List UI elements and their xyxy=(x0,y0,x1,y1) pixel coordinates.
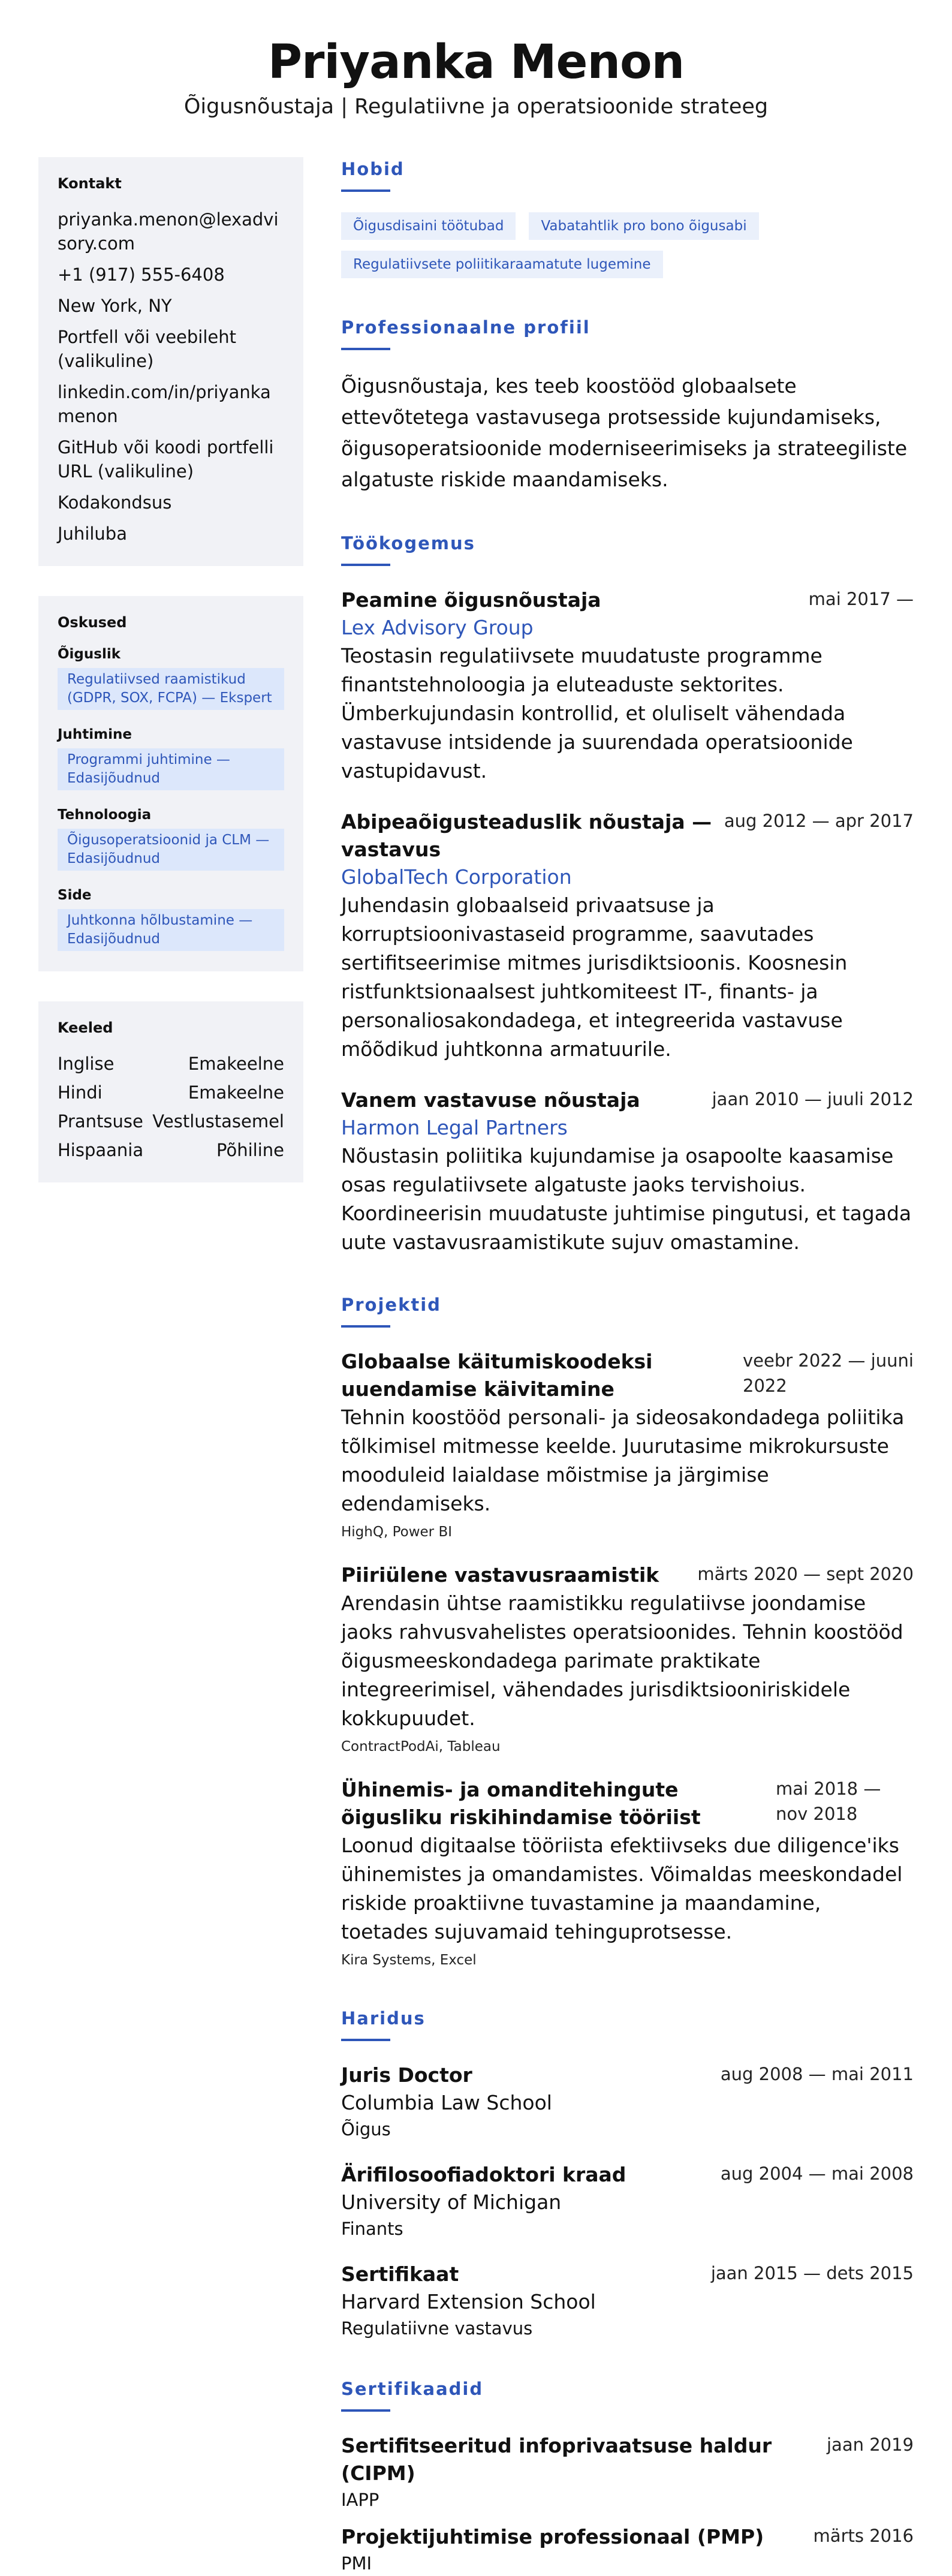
job-role: Vanem vastavuse nõustaja xyxy=(341,1088,640,1112)
hobby-tag: Regulatiivsete poliitikaraamatute lugemine xyxy=(341,251,663,278)
contact-citizenship: Kodakondsus xyxy=(58,492,172,513)
contact-card xyxy=(38,157,303,566)
skill-tag: Õigusoperatsioonid ja CLM — Edasijõudnud xyxy=(58,829,284,871)
education-field: Õigus xyxy=(341,2119,391,2139)
certification-issuer: PMI xyxy=(341,2553,372,2574)
hobbies-title: Hobid xyxy=(341,159,405,179)
language-level: Emakeelne xyxy=(188,1054,284,1074)
education-degree: Ärifilosoofiadoktori kraad xyxy=(341,2163,626,2186)
candidate-subtitle: Õigusnõustaja | Regulatiivne ja operatsioonide strateeg xyxy=(183,95,769,119)
language-level: Põhiline xyxy=(216,1140,284,1160)
certification-date: märts 2016 xyxy=(813,2526,914,2546)
education-school: Harvard Extension School xyxy=(341,2290,596,2313)
education-school: Columbia Law School xyxy=(341,2091,552,2114)
job-date: mai 2017 — xyxy=(808,589,914,609)
contact-license: Juhiluba xyxy=(58,523,127,544)
language-row xyxy=(58,1052,284,1076)
contact-title: Kontakt xyxy=(58,175,122,192)
skills-title: Oskused xyxy=(58,614,127,631)
contact-location: New York, NY xyxy=(58,296,172,316)
section-divider xyxy=(341,564,390,566)
language-row xyxy=(58,1109,284,1133)
profile-section xyxy=(341,315,914,495)
skill-category: Õiguslik xyxy=(58,646,121,662)
education-field: Regulatiivne vastavus xyxy=(341,2318,533,2339)
experience-entry xyxy=(341,1087,914,1257)
language-row xyxy=(58,1138,284,1162)
language-level: Vestlustasemel xyxy=(152,1111,284,1131)
section-divider xyxy=(341,1325,390,1328)
job-description: Juhendasin globaalseid privaatsuse ja korruptsioonivastaseid programme, saavutades sertifitseerimise mitmes jurisdiktsioonis. Koosnesin ristfunktsionaalsest juhtkomiteest IT-, finants- ja personaliosakondadega, et integreerida vastavuse mõõdikud juhtkonna armatuurile. xyxy=(341,893,848,1061)
skill-category: Tehnoloogia xyxy=(58,807,152,823)
job-date: jaan 2010 — juuli 2012 xyxy=(712,1089,914,1109)
hobby-tag: Vabatahtlik pro bono õigusabi xyxy=(529,212,758,240)
skill-tag: Programmi juhtimine — Edasijõudnud xyxy=(58,748,284,790)
language-name: Hindi xyxy=(58,1082,103,1103)
project-date: märts 2020 — sept 2020 xyxy=(697,1564,914,1584)
education-date: jaan 2015 — dets 2015 xyxy=(710,2263,914,2283)
certification-entry xyxy=(341,2432,914,2512)
project-name: Ühinemis- ja omanditehingute õigusliku riskihindamise tööriist xyxy=(341,1778,701,1829)
job-company: GlobalTech Corporation xyxy=(341,865,572,889)
project-entry xyxy=(341,1348,914,1542)
education-degree: Juris Doctor xyxy=(341,2063,472,2087)
skill-category: Side xyxy=(58,887,92,903)
project-name: Piiriülene vastavusraamistik xyxy=(341,1563,659,1587)
project-name: Globaalse käitumiskoodeksi uuendamise käivitamine xyxy=(341,1350,653,1401)
contact-phone[interactable]: +1 (917) 555-6408 xyxy=(58,264,225,285)
main-content xyxy=(341,157,914,2576)
certifications-title: Sertifikaadid xyxy=(341,2379,484,2399)
profile-text: Õigusnõustaja, kes teeb koostööd globaalsete ettevõtetega vastavusega protsesside kujundamiseks, õigusoperatsioonide moderniseerimiseks ja strateegiliste algatuste riskide maandamiseks. xyxy=(341,374,908,491)
project-date: veebr 2022 — juuni 2022 xyxy=(743,1350,914,1396)
languages-title: Keeled xyxy=(58,1019,113,1036)
certification-date: jaan 2019 xyxy=(827,2434,914,2455)
experience-section xyxy=(341,531,914,1257)
project-entry xyxy=(341,1561,914,1757)
profile-title: Professionaalne profiil xyxy=(341,317,591,338)
sidebar xyxy=(38,157,303,1212)
certifications-section xyxy=(341,2377,914,2576)
job-company: Lex Advisory Group xyxy=(341,616,534,639)
education-school: University of Michigan xyxy=(341,2190,562,2214)
skill-tag: Regulatiivsed raamistikud (GDPR, SOX, FCPA) — Ekspert xyxy=(58,668,284,710)
job-company: Harmon Legal Partners xyxy=(341,1116,568,1139)
experience-entry xyxy=(341,808,914,1064)
section-divider xyxy=(341,2409,390,2412)
section-divider xyxy=(341,348,390,350)
education-entry xyxy=(341,2161,914,2241)
skill-category: Juhtimine xyxy=(58,727,132,742)
education-title: Haridus xyxy=(341,2008,426,2029)
education-degree: Sertifikaat xyxy=(341,2262,459,2286)
resume-header xyxy=(0,0,952,120)
certification-issuer: IAPP xyxy=(341,2490,379,2510)
certification-name: Projektijuhtimise professionaal (PMP) xyxy=(341,2525,764,2548)
language-row xyxy=(58,1081,284,1105)
hobbies-section xyxy=(341,157,914,278)
project-description: Tehnin koostööd personali- ja sideosakondadega poliitika tõlkimisel mitmesse keelde. Juurutasime mikrokursuste mooduleid laialdase mõistmise ja järgimise edendamiseks. xyxy=(341,1406,905,1515)
contact-email[interactable]: priyanka.menon@lexadvisory.com xyxy=(58,209,279,254)
education-date: aug 2008 — mai 2011 xyxy=(720,2064,914,2084)
project-entry xyxy=(341,1776,914,1970)
language-name: Prantsuse xyxy=(58,1111,143,1131)
project-tech: ContractPodAi, Tableau xyxy=(341,1739,501,1755)
experience-title: Töökogemus xyxy=(341,533,475,553)
experience-entry xyxy=(341,586,914,786)
project-tech: HighQ, Power BI xyxy=(341,1524,452,1540)
skills-card xyxy=(38,596,303,971)
education-entry xyxy=(341,2062,914,2142)
skill-tag: Juhtkonna hõlbustamine — Edasijõudnud xyxy=(58,909,284,951)
section-divider xyxy=(341,2039,390,2041)
education-entry xyxy=(341,2261,914,2341)
project-description: Arendasin ühtse raamistikku regulatiivse joondamise jaoks rahvusvahelistes operatsioonides. Tehnin koostööd õigusmeeskondadega parimate praktikate integreerimisel, vähendades jurisdiktsiooniriskidele kokkupuudet. xyxy=(341,1591,903,1730)
project-tech: Kira Systems, Excel xyxy=(341,1952,477,1968)
certification-name: Sertifitseeritud infoprivaatsuse haldur (CIPM) xyxy=(341,2434,772,2485)
education-section xyxy=(341,2006,914,2341)
job-date: aug 2012 — apr 2017 xyxy=(724,811,914,831)
contact-github: GitHub või koodi portfelli URL (valikuline) xyxy=(58,437,274,482)
section-divider xyxy=(341,189,390,192)
projects-title: Projektid xyxy=(341,1295,441,1315)
job-description: Nõustasin poliitika kujundamise ja osapoolte kaasamise osas regulatiivsete algatuste jaoks tervishoius. Koordineerisin muudatuste juhtimise pingutusi, et tagada uute vastavusraamistikute sujuv omastamine. xyxy=(341,1144,912,1254)
language-name: Inglise xyxy=(58,1054,115,1074)
projects-section xyxy=(341,1293,914,1970)
certification-entry xyxy=(341,2523,914,2576)
education-date: aug 2004 — mai 2008 xyxy=(720,2163,914,2184)
job-role: Peamine õigusnõustaja xyxy=(341,588,601,612)
contact-portfolio: Portfell või veebileht (valikuline) xyxy=(58,327,237,371)
hobby-tag: Õigusdisaini töötubad xyxy=(341,212,516,240)
hobbies-list xyxy=(341,212,914,278)
education-field: Finants xyxy=(341,2219,403,2239)
contact-linkedin[interactable]: linkedin.com/in/priyankamenon xyxy=(58,382,271,426)
language-level: Emakeelne xyxy=(188,1082,284,1103)
language-name: Hispaania xyxy=(58,1140,144,1160)
candidate-name: Priyanka Menon xyxy=(267,35,685,89)
languages-card xyxy=(38,1001,303,1182)
project-date: mai 2018 — nov 2018 xyxy=(776,1778,881,1824)
job-description: Teostasin regulatiivsete muudatuste programme finantstehnoloogia ja eluteaduste sektorites. Ümberkujundasin kontrollid, et oluliselt vähendada vastavuse intsidende ja suurendada operatsioonide vastupidavust. xyxy=(341,644,853,783)
job-role: Abipeaõigusteaduslik nõustaja — vastavus xyxy=(341,810,712,861)
project-description: Loonud digitaalse tööriista efektiivseks due diligence'iks ühinemistes ja omandamistes. Võimaldas meeskondadel riskide proaktiivne tuvastamine ja maandamine, toetades sujuvamaid tehinguprotsesse. xyxy=(341,1834,903,1943)
